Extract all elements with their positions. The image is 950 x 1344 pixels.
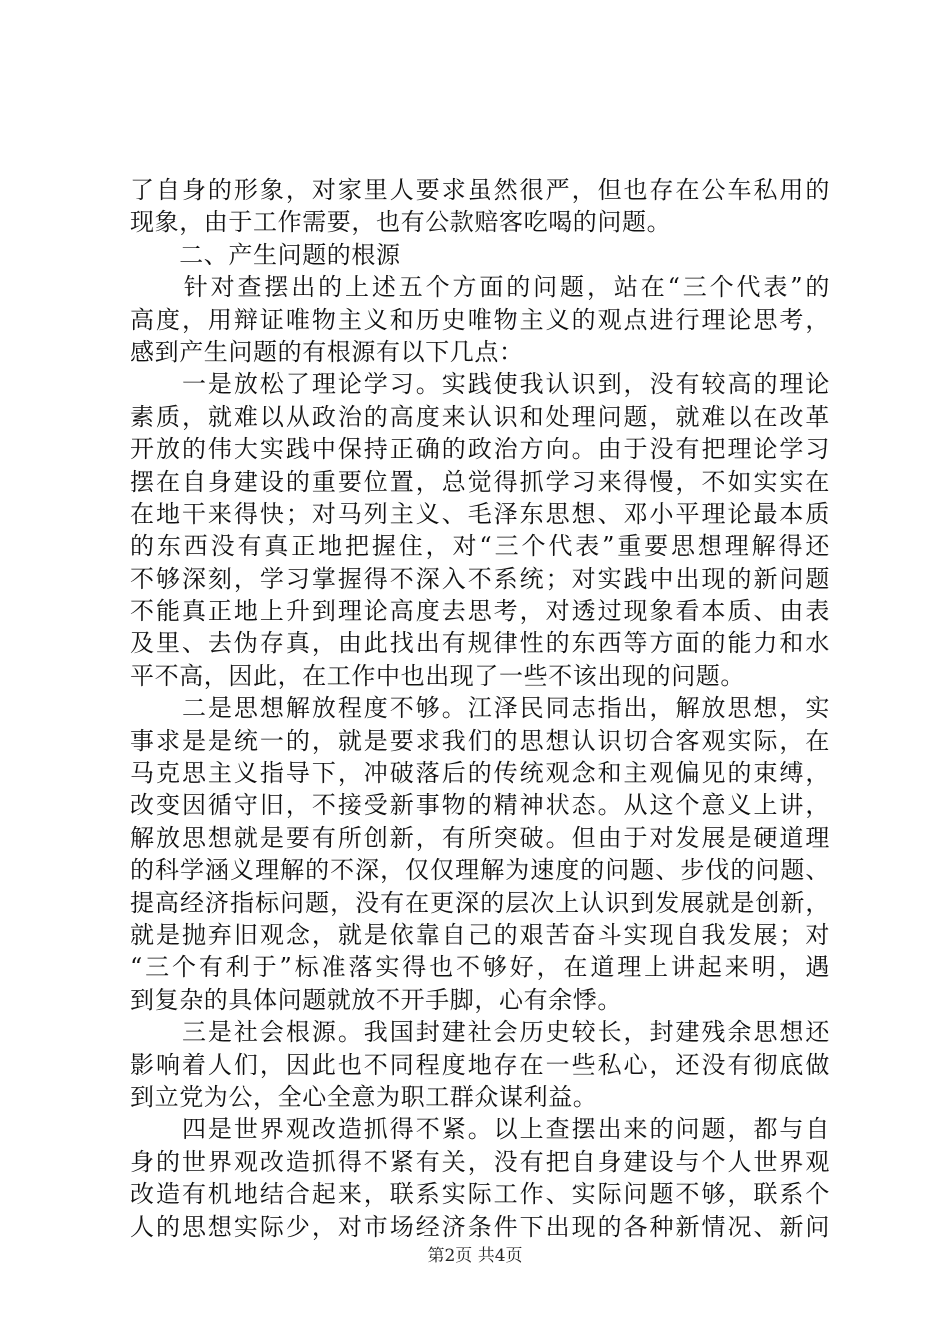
text-line: 的科学涵义理解的不深，仅仅理解为速度的问题、步伐的问题、 [130, 856, 830, 885]
text-line: 马克思主义指导下，冲破落后的传统观念和主观偏见的束缚， [130, 759, 830, 788]
text-line: 素质，就难以从政治的高度来认识和处理问题，就难以在改革 [130, 402, 830, 431]
text-line: 高度，用辩证唯物主义和历史唯物主义的观点进行理论思考， [130, 305, 830, 334]
text-line: 及里、去伪存真，由此找出有规律性的东西等方面的能力和水 [130, 629, 830, 658]
text-line: 现象，由于工作需要，也有公款赔客吃喝的问题。 [130, 208, 672, 237]
text-line: 改变因循守旧，不接受新事物的精神状态。从这个意义上讲， [130, 791, 830, 820]
text-line: 提高经济指标问题，没有在更深的层次上认识到发展就是创新， [130, 888, 830, 917]
document-body [130, 174, 830, 1243]
text-line: 不能真正地上升到理论高度去思考，对透过现象看本质、由表 [130, 597, 830, 626]
text-line: 在地干来得快；对马列主义、毛泽东思想、邓小平理论最本质 [130, 499, 830, 528]
page-footer: 第2页 共4页 [427, 1246, 523, 1266]
text-line: 二、产生问题的根源 [130, 240, 401, 269]
text-line: 人的思想实际少，对市场经济条件下出现的各种新情况、新问 [130, 1212, 830, 1241]
text-line: 了自身的形象，对家里人要求虽然很严，但也存在公车私用的 [130, 176, 830, 204]
text-line: 开放的伟大实践中保持正确的政治方向。由于没有把理论学习 [130, 435, 830, 464]
text-line: 摆在自身建设的重要位置，总觉得抓学习来得慢，不如实实在 [130, 467, 830, 496]
text-line: 到复杂的具体问题就放不开手脚，心有余悸。 [130, 985, 622, 1014]
text-line: 一是放松了理论学习。实践使我认识到，没有较高的理论 [130, 370, 830, 399]
text-line: 就是抛弃旧观念，就是依靠自己的艰苦奋斗实现自我发展；对 [130, 920, 830, 949]
text-line: 的东西没有真正地把握住，对“三个代表”重要思想理解得还 [130, 532, 830, 561]
text-line: 改造有机地结合起来，联系实际工作、实际问题不够，联系个 [130, 1180, 830, 1209]
text-line: 四是世界观改造抓得不紧。以上查摆出来的问题，都与自 [130, 1115, 830, 1144]
text-line: 平不高，因此，在工作中也出现了一些不该出现的问题。 [130, 661, 745, 690]
text-line: 三是社会根源。我国封建社会历史较长，封建残余思想还 [130, 1018, 830, 1047]
text-line: 二是思想解放程度不够。江泽民同志指出，解放思想，实 [130, 694, 830, 723]
text-line: 影响着人们，因此也不同程度地存在一些私心，还没有彻底做 [130, 1050, 830, 1079]
text-line: 到立党为公，全心全意为职工群众谋利益。 [130, 1082, 598, 1111]
text-line: “三个有利于”标准落实得也不够好，在道理上讲起来明，遇 [130, 953, 830, 982]
text-line: 感到产生问题的有根源有以下几点： [130, 337, 524, 366]
text-line: 身的世界观改造抓得不紧有关，没有把自身建设与个人世界观 [130, 1147, 830, 1176]
text-line: 不够深刻，学习掌握得不深入不系统；对实践中出现的新问题 [130, 564, 830, 593]
text-line: 针对查摆出的上述五个方面的问题，站在“三个代表”的 [130, 273, 830, 302]
text-line: 事求是是统一的，就是要求我们的思想认识切合客观实际，在 [130, 726, 830, 755]
text-line: 解放思想就是要有所创新，有所突破。但由于对发展是硬道理 [130, 823, 830, 852]
